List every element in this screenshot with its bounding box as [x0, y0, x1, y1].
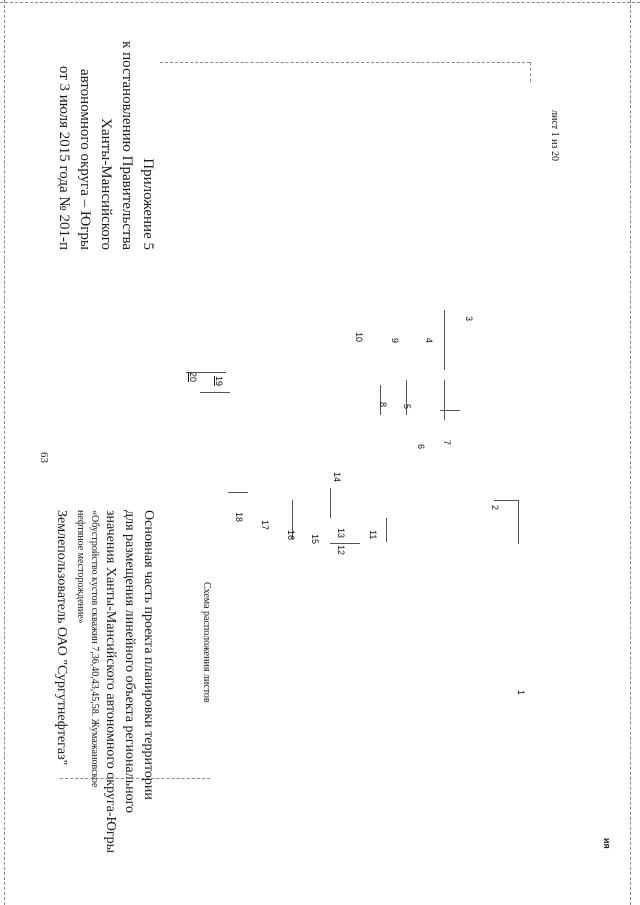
title-subtitle-line-1: «Обустройство кустов скважин 7,36,40,43,45,58. Жумажановское	[89, 510, 100, 788]
title-line-3: значения Ханты-Мансийского автономного округа-Югры	[103, 510, 118, 854]
frame-line-bottom	[60, 778, 210, 779]
sheet-label-9: 9	[390, 338, 400, 344]
sketch-fragment-8-5	[380, 385, 381, 415]
sheet-label-3: 3	[464, 316, 474, 322]
corner-mark: ия	[602, 838, 612, 849]
appendix-line-3: Ханты-Мансийского	[98, 118, 114, 250]
sketch-fragment-18	[228, 492, 248, 493]
land-user: Землепользователь ОАО "Сургутнефтегаз"	[54, 510, 69, 766]
sheet-info: лист 1 из 20	[549, 110, 560, 161]
sheet-label-1: 1	[516, 690, 526, 696]
sketch-fragment-13-12	[330, 543, 360, 544]
appendix-line-1: Приложение 5	[140, 158, 156, 250]
scheme-title: Схема расположения листов	[201, 582, 212, 703]
sheet-label-14: 14	[332, 472, 342, 483]
sketch-fragment-2b	[518, 500, 519, 544]
scan-edge-top	[0, 2, 640, 3]
sketch-fragment-3b	[444, 380, 445, 420]
sketch-fragment-3	[444, 310, 445, 370]
sheet-label-10: 10	[354, 332, 364, 343]
sheet-label-19: 19	[214, 376, 224, 387]
sketch-fragment-8-5b	[406, 380, 407, 415]
sheet-label-15: 15	[310, 534, 320, 545]
sketch-fragment-7	[440, 410, 460, 411]
page-number: 63	[38, 452, 50, 463]
sketch-fragment-2	[494, 500, 518, 501]
appendix-block	[53, 30, 158, 250]
frame-line-top	[160, 62, 530, 63]
sheet-label-5: 5	[402, 404, 412, 410]
title-line-1: Основная часть проекта планировки территории	[141, 510, 156, 800]
appendix-line-4: автономного округа – Югры	[77, 68, 93, 250]
sheet-label-11: 11	[368, 530, 378, 540]
sheet-label-8: 8	[378, 402, 388, 408]
sheet-label-16: 16	[286, 530, 296, 541]
appendix-line-5: от 3 июля 2015 года № 201-п	[56, 65, 72, 250]
sheet-label-18: 18	[234, 512, 244, 523]
title-block	[52, 510, 158, 854]
sheet-label-4: 4	[424, 338, 434, 344]
title-line-2: для размещения линейного объекта регионального	[122, 510, 137, 814]
scan-edge-left	[4, 0, 5, 905]
sheet-label-20: 20	[188, 372, 198, 383]
sketch-fragment-11	[386, 518, 387, 542]
title-subtitle-line-2: нефтяное месторождение»	[75, 510, 86, 624]
scan-edge-right	[630, 0, 631, 905]
sketch-fragment-14	[330, 488, 331, 518]
sheet-label-2: 2	[490, 505, 500, 511]
appendix-line-2: к постановлению Правительства	[119, 41, 135, 250]
sheet-label-12: 12	[336, 545, 346, 556]
frame-line-right	[530, 62, 531, 82]
sheet-label-7: 7	[442, 440, 452, 446]
sheet-label-17: 17	[260, 520, 270, 531]
sketch-fragment-20-19b	[200, 392, 230, 393]
sheet-label-13: 13	[336, 528, 346, 539]
sheet-label-6: 6	[416, 444, 426, 450]
